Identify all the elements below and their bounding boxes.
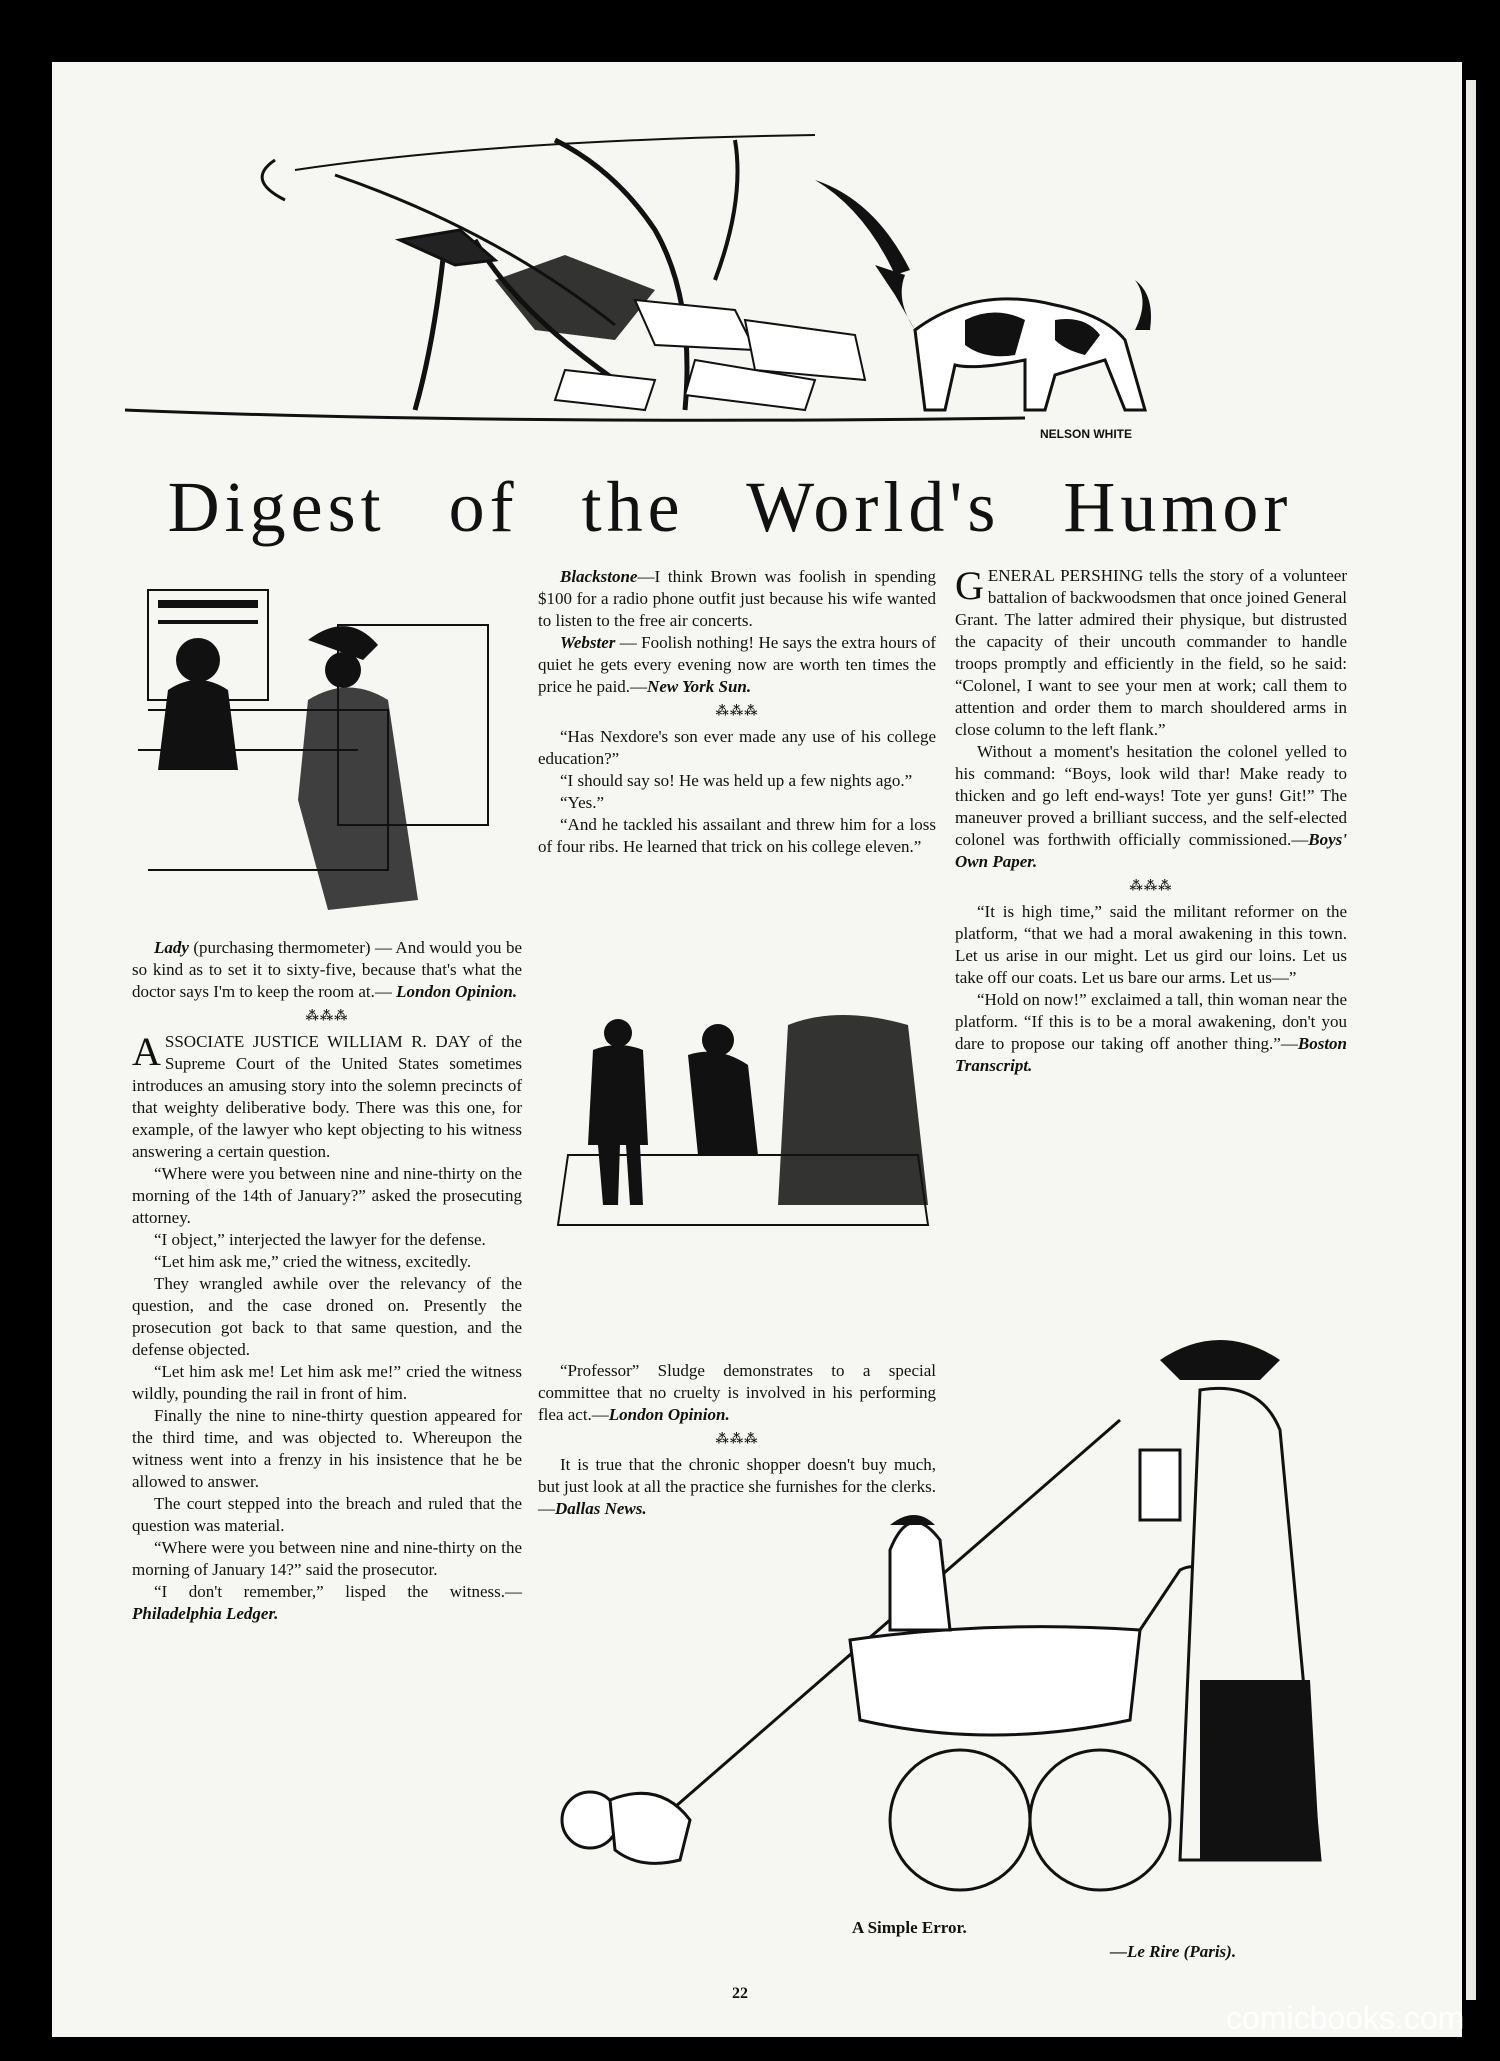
story-paragraph: The court stepped into the breach and ruled that the question was material. — [132, 1494, 522, 1535]
cartoon-source: —Le Rire (Paris). — [1110, 1942, 1237, 1961]
banner-signature: NELSON WHITE — [1040, 427, 1132, 441]
column-3 — [955, 565, 1347, 1077]
line-1-text: —I think Brown was foolish in spending $100 for a radio phone outfit just because his wife wanted to listen to the free air concerts. — [538, 567, 936, 630]
thermometer-caption — [132, 937, 522, 1003]
line-2-text: — Foolish nothing! He says the extra hours of quiet he gets every evening now are worth ten times the price he paid.— — [538, 633, 936, 696]
ornament-divider: ⁂⁂⁂ — [715, 1431, 759, 1446]
story-paragraph-last — [132, 1581, 522, 1625]
ornament-divider: ⁂⁂⁂ — [715, 703, 759, 718]
reformer-source: Boston Transcript. — [955, 1034, 1347, 1075]
story-paragraph: “Let him ask me,” cried the witness, excitedly. — [154, 1252, 472, 1271]
pershing-source: Boys' Own Paper. — [955, 830, 1347, 871]
pershing-lead — [955, 565, 1347, 741]
story-paragraph: “Where were you between nine and nine-thirty on the morning of January 14?” said the prosecutor. — [132, 1538, 522, 1579]
page-title: Digest of the World's Humor — [167, 467, 1293, 547]
thermometer-shop-illustration — [128, 570, 506, 930]
lead-text: SSOCIATE JUSTICE WILLIAM R. DAY of the Supreme Court of the United States sometimes introduces an amusing story into the solemn precincts of that weighty deliberative body. There was this one, for example, of the lawyer who kept objecting to his witness answering a certain question. — [132, 1032, 522, 1161]
flea-act-illustration — [548, 1005, 938, 1245]
caption-source: London Opinion. — [396, 982, 518, 1001]
radio-joke-source: New York Sun. — [647, 677, 752, 696]
stroller-cartoon — [540, 1300, 1340, 1900]
story-paragraph: “I object,” interjected the lawyer for the defense. — [154, 1230, 486, 1249]
story-paragraph: “Where were you between nine and nine-thirty on the morning of the 14th of January?” asked the prosecuting attorney. — [132, 1164, 522, 1227]
story-paragraph: They wrangled awhile over the relevancy of the question, and the case droned on. Presently the prosecution got back to that same question, and the defense objected. — [132, 1274, 522, 1359]
story-paragraph: “Let him ask me! Let him ask me!” cried the witness wildly, pounding the rail in front of him. — [132, 1362, 522, 1403]
pershing-paragraph — [955, 741, 1347, 873]
banner-illustration — [95, 80, 1365, 450]
p2-text: Without a moment's hesitation the colonel yelled to his command: “Boys, look wild thar! Make ready to thicken and go left end-ways! Tote yer guns! Git!” The maneuver proved a brilliant success, and the self-elected colonel was forthwith officially commissioned.— — [955, 742, 1347, 849]
ornament-divider: ⁂⁂⁂ — [1129, 878, 1173, 893]
drop-cap: G — [955, 563, 984, 608]
drop-cap: A — [132, 1029, 161, 1074]
column-2 — [538, 566, 936, 858]
college-joke-paragraph: “Has Nexdore's son ever made any use of his college education?” — [538, 727, 936, 768]
flea-caption-source: London Opinion. — [608, 1405, 730, 1424]
speaker-blackstone: Blackstone — [560, 567, 638, 586]
college-joke-paragraph: “And he tackled his assailant and threw him for a loss of four ribs. He learned that trick on his college eleven.” — [538, 815, 936, 856]
radio-joke-line-1 — [538, 566, 936, 632]
next-page-edge — [1466, 80, 1476, 2000]
ornament-divider: ⁂⁂⁂ — [305, 1008, 349, 1023]
page-number: 22 — [732, 1985, 748, 2002]
flea-caption-text: “Professor” Sludge demonstrates to a special committee that no cruelty is involved in his performing flea act.— — [538, 1361, 936, 1424]
reformer-paragraph-2 — [955, 989, 1347, 1077]
speaker-webster: Webster — [560, 633, 616, 652]
reformer-paragraph: “It is high time,” said the militant reformer on the platform, “that we had a moral awakening in this town. Let us arise in our might. Let us gird our loins. Let us take off our coats. Let us bare our arms. Let us—” — [955, 902, 1347, 987]
story-source: Philadelphia Ledger. — [132, 1604, 279, 1623]
college-joke-paragraph: “I should say so! He was held up a few nights ago.” — [560, 771, 913, 790]
shopper-source: Dallas News. — [555, 1499, 647, 1518]
watermark-logo: comicbooks.com — [1226, 2000, 1465, 2036]
radio-joke-line-2 — [538, 632, 936, 698]
p4-text: “Hold on now!” exclaimed a tall, thin woman near the platform. “If this is to be a moral awakening, don't you dare to propose our taking off another thing.”— — [955, 990, 1347, 1053]
caption-text: (purchasing thermometer) — And would you be so kind as to set it to sixty-five, because that's what the doctor says I'm to keep the room at.— — [132, 938, 522, 1001]
story-paragraph: Finally the nine to nine-thirty question appeared for the third time, and was objected to. Whereupon the witness went into a frenzy in his insistence that he be allowed to answer. — [132, 1406, 522, 1491]
justice-day-lead — [132, 1031, 522, 1163]
lead-text: ENERAL PERSHING tells the story of a volunteer battalion of backwoodsmen that once joined General Grant. The latter admired their physique, but distrusted the capacity of their uncouth commander to handle troops promptly and efficiently in the field, so he said: “Colonel, I want to see your men at work; call them to attention and order them to march shouldered arms in close column to the left flank.” — [955, 566, 1347, 739]
shopper-text: It is true that the chronic shopper doesn't buy much, but just look at all the practice she furnishes for the clerks.— — [538, 1455, 936, 1518]
caption-speaker: Lady — [154, 938, 189, 957]
last-text: “I don't remember,” lisped the witness.— — [154, 1582, 522, 1601]
cartoon-caption: A Simple Error. — [852, 1918, 967, 1937]
college-joke-paragraph: “Yes.” — [560, 793, 605, 812]
column-1 — [132, 937, 522, 1625]
